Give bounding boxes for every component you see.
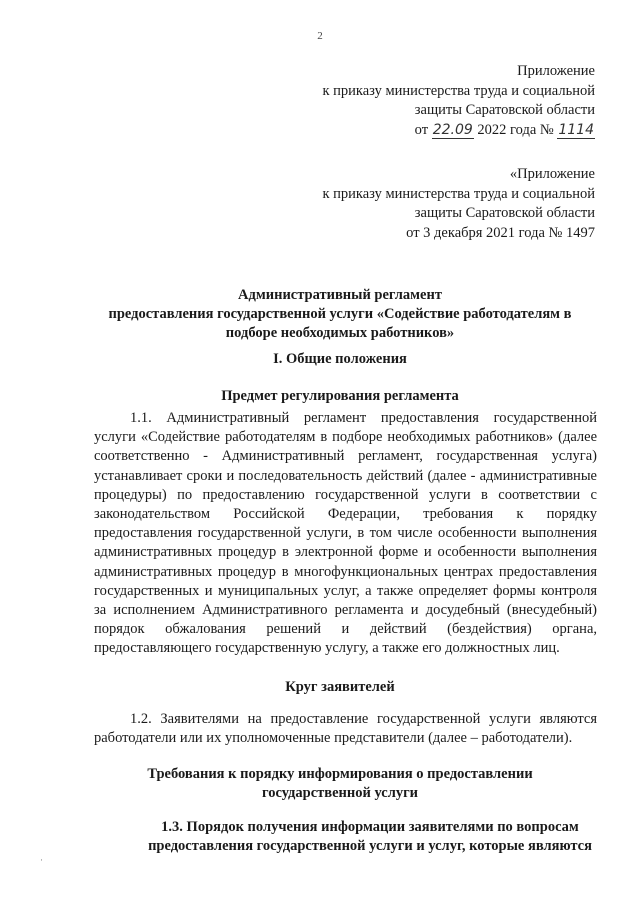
procedure-heading-line-1: 1.3. Порядок получения информации заявителями по вопросам (161, 819, 579, 835)
annex-date-prefix: от (414, 121, 429, 138)
title-line-2: предоставления государственной услуги «Содействие работодателям в (108, 306, 572, 322)
annex-previous-order-line: к приказу министерства труда и социальной (322, 185, 595, 202)
handwritten-date: 22.09 (432, 121, 473, 138)
annex-order-line: к приказу министерства труда и социальной (322, 82, 595, 99)
annex-label: Приложение (517, 63, 595, 79)
annex-date-line (322, 121, 595, 141)
section-heading: I. Общие положения (273, 351, 407, 367)
annex-previous-order (322, 165, 595, 243)
title-line-1: Административный регламент (238, 287, 442, 303)
annex-previous-label: «Приложение (509, 166, 595, 182)
paragraph-1-1: 1.1. Административный регламент предоставления государственной услуги «Содействие работодателям в подборе необходимых работников» (далее соответственно - Административный регламент, государственная услуга) устанавливает сроки и последовательность действий (далее - административные процедуры) по предоставлению государственной услуги в соответствии с законодательством Российской Федерации, требования к порядку предоставления государственной услуги, в том числе особенности выполнения административных процедур в электронной форме и особенности выполнения административных процедур в многофункциональных центрах предоставления государственных и муниципальных услуг, а также определяет формы контроля за исполнением Административного регламента и досудебный (внесудебный) порядок обжалования решений и действий (бездействия) органа, предоставляющего государственную услугу, а также его должностных лиц. (94, 410, 597, 657)
subject-heading: Предмет регулирования регламента (221, 388, 459, 404)
procedure-heading (100, 818, 640, 856)
page-number: 2 (317, 30, 323, 42)
scan-margin-mark: · (40, 855, 43, 865)
requirements-heading-line-2: государственной услуги (261, 785, 419, 801)
procedure-heading-line-2: предоставления государственной услуги и услуг, которые являются (148, 838, 592, 854)
paragraph-1-2: 1.2. Заявителями на предоставление государственной услуги являются работодатели или их уполномоченные представители (далее – работодатели). (94, 711, 597, 747)
requirements-heading-line-1: Требования к порядку информирования о предоставлении (147, 766, 533, 782)
annex-current-order (322, 62, 595, 140)
requirements-heading (60, 765, 620, 803)
annex-ministry-line: защиты Саратовской области (414, 102, 595, 118)
document-title (60, 286, 620, 343)
annex-date-middle: 2022 года № (477, 121, 554, 138)
annex-previous-date-line: от 3 декабря 2021 года № 1497 (406, 224, 595, 241)
annex-previous-ministry-line: защиты Саратовской области (414, 205, 595, 221)
handwritten-order-number: 1114 (558, 121, 594, 138)
applicants-heading: Круг заявителей (285, 679, 395, 695)
title-line-3: подборе необходимых работников» (225, 325, 455, 341)
